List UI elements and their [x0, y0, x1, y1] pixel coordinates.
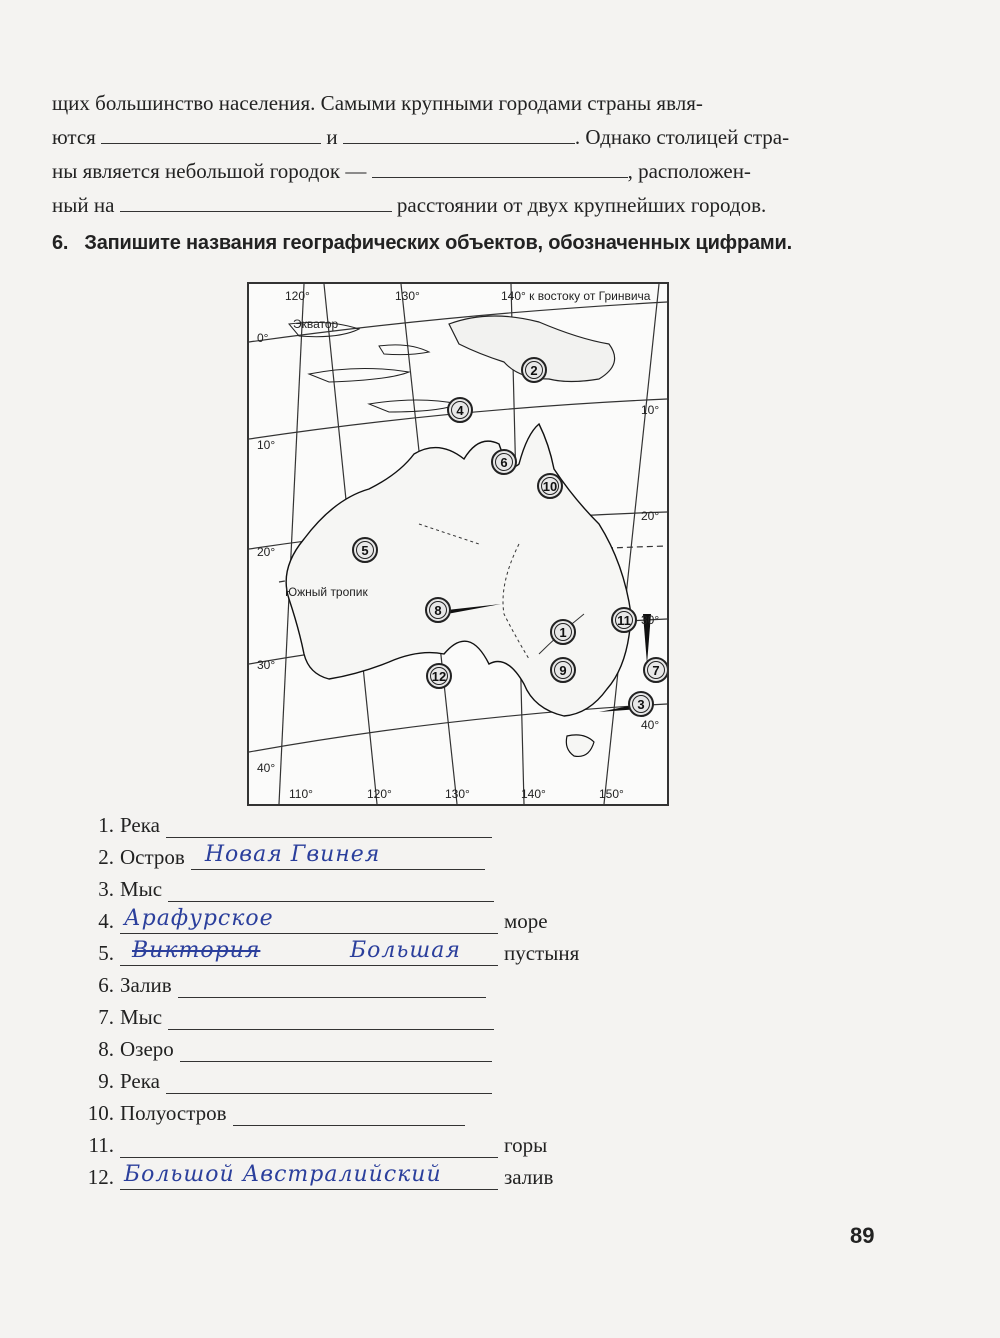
- answer-line-9[interactable]: [166, 1067, 492, 1094]
- intro-paragraph: [52, 86, 892, 222]
- marker-10: [538, 474, 562, 498]
- answer-number: 3.: [98, 877, 114, 901]
- answer-row-2: [86, 838, 485, 870]
- handwritten-answer: Большой Австралийский: [124, 1162, 442, 1187]
- svg-text:3: 3: [637, 697, 645, 712]
- australia-map: [247, 282, 669, 806]
- right-lat-10: 10°: [641, 403, 660, 417]
- top-lon-120: 120°: [285, 289, 310, 303]
- svg-text:2: 2: [530, 363, 538, 378]
- answer-number: 8.: [98, 1037, 114, 1061]
- svg-text:4: 4: [456, 403, 464, 418]
- task-heading: [52, 232, 912, 255]
- answer-row-10: [86, 1094, 465, 1126]
- answer-number: 6.: [98, 973, 114, 997]
- blank-city-1[interactable]: [101, 123, 321, 144]
- answer-row-12: [86, 1158, 553, 1190]
- australia-outline: [286, 424, 631, 716]
- answer-row-7: [86, 998, 494, 1030]
- answer-label: Залив: [120, 973, 172, 997]
- answer-label: Река: [120, 1069, 160, 1093]
- left-lat-0: 0°: [257, 331, 269, 345]
- task-number: 6.: [52, 232, 69, 254]
- answer-number: 1.: [98, 813, 114, 837]
- svg-text:5: 5: [361, 543, 369, 558]
- task-text: Запишите названия географических объектов, обозначенных цифрами.: [84, 232, 792, 254]
- marker-4: [448, 398, 472, 422]
- marker-2: [522, 358, 546, 382]
- para-line-3b: , расположен-: [627, 159, 751, 183]
- answer-row-3: [86, 870, 494, 902]
- answer-suffix: море: [504, 909, 548, 933]
- para-line-3a: ны является небольшой городок —: [52, 159, 367, 183]
- map-svg: [249, 284, 667, 804]
- bottom-lon-110: 110°: [289, 787, 313, 801]
- marker-12: [427, 664, 451, 688]
- answer-number: 7.: [98, 1005, 114, 1029]
- marker-8: [426, 598, 450, 622]
- marker-5: [353, 538, 377, 562]
- handwritten-answer: Арафурское: [124, 906, 274, 931]
- para-line-4a: ный на: [52, 193, 115, 217]
- answer-row-1: [86, 806, 492, 838]
- handwritten-answer: Большая: [350, 938, 461, 963]
- marker-9: [551, 658, 575, 682]
- answer-row-4: [86, 902, 548, 934]
- answer-line-6[interactable]: [178, 971, 486, 998]
- answer-line-3[interactable]: [168, 875, 494, 902]
- bottom-lon-120: 120°: [367, 787, 392, 801]
- answer-number: 11.: [88, 1133, 114, 1157]
- bottom-lon-140: 140°: [521, 787, 546, 801]
- svg-text:7: 7: [652, 663, 660, 678]
- answer-row-5: [86, 934, 579, 966]
- answer-row-8: [86, 1030, 492, 1062]
- answer-suffix: пустыня: [504, 941, 580, 965]
- answer-line-4[interactable]: [120, 907, 498, 934]
- right-lat-40: 40°: [641, 718, 660, 732]
- answer-suffix: горы: [504, 1133, 548, 1157]
- svg-text:10: 10: [542, 479, 558, 494]
- answer-line-10[interactable]: [233, 1099, 465, 1126]
- tropic-label: Южный тропик: [285, 585, 368, 599]
- blank-distance[interactable]: [120, 191, 392, 212]
- answer-line-5[interactable]: [120, 939, 498, 966]
- answer-number: 10.: [87, 1101, 114, 1125]
- svg-text:8: 8: [434, 603, 442, 618]
- answer-line-12[interactable]: [120, 1163, 498, 1190]
- para-line-2b: и: [326, 125, 338, 149]
- svg-text:6: 6: [500, 455, 508, 470]
- marker-6: [492, 450, 516, 474]
- para-line-2a: ются: [52, 125, 96, 149]
- answer-row-9: [86, 1062, 492, 1094]
- answer-label: Остров: [120, 845, 185, 869]
- answer-line-8[interactable]: [180, 1035, 492, 1062]
- marker-3: [629, 692, 653, 716]
- answer-line-11[interactable]: [120, 1131, 498, 1158]
- left-lat-40: 40°: [257, 761, 276, 775]
- left-lat-10: 10°: [257, 438, 276, 452]
- island-outline: [379, 345, 429, 355]
- answer-row-11: [86, 1126, 547, 1158]
- blank-capital[interactable]: [372, 157, 628, 178]
- bottom-lon-130: 130°: [445, 787, 470, 801]
- page-number: 89: [850, 1223, 875, 1248]
- bottom-lon-150: 150°: [599, 787, 624, 801]
- para-line-2c: . Однако столицей стра-: [574, 125, 790, 149]
- svg-text:9: 9: [559, 663, 567, 678]
- equator-label: Экватор: [293, 317, 339, 331]
- svg-text:11: 11: [617, 613, 631, 628]
- answer-line-7[interactable]: [168, 1003, 494, 1030]
- answer-label: Полуостров: [120, 1101, 227, 1125]
- answer-number: 9.: [98, 1069, 114, 1093]
- marker-11: [612, 608, 636, 632]
- answer-row-6: [86, 966, 486, 998]
- marker-1: [551, 620, 575, 644]
- top-lon-140: 140° к востоку от Гринвича: [501, 289, 651, 303]
- answer-label: Озеро: [120, 1037, 174, 1061]
- right-lat-30: 30°: [641, 613, 660, 627]
- answer-number: 5.: [98, 941, 114, 965]
- answer-number: 12.: [87, 1165, 114, 1189]
- right-lat-20: 20°: [641, 509, 660, 523]
- answer-number: 2.: [98, 845, 114, 869]
- left-lat-30: 30°: [257, 658, 276, 672]
- answer-label: Мыс: [120, 1005, 163, 1029]
- answer-label: Река: [120, 813, 160, 837]
- left-lat-20: 20°: [257, 545, 276, 559]
- blank-city-2[interactable]: [343, 123, 575, 144]
- answer-suffix: залив: [504, 1165, 554, 1189]
- svg-text:1: 1: [559, 625, 567, 640]
- answer-number: 4.: [98, 909, 114, 933]
- marker-7: [644, 658, 667, 682]
- top-lon-130: 130°: [395, 289, 420, 303]
- svg-text:12: 12: [431, 669, 447, 684]
- handwritten-answer-struck: Виктория: [132, 938, 261, 963]
- answer-line-1[interactable]: [166, 811, 492, 838]
- answer-label: Мыс: [120, 877, 163, 901]
- answer-line-2[interactable]: [191, 843, 485, 870]
- handwritten-answer: Новая Гвинея: [204, 842, 381, 867]
- para-line-4b: расстоянии от двух крупнейших городов.: [396, 193, 767, 217]
- tasmania-outline: [566, 735, 594, 757]
- island-outline: [309, 368, 409, 382]
- para-line-1: щих большинство населения. Самыми крупными городами страны явля-: [52, 91, 703, 115]
